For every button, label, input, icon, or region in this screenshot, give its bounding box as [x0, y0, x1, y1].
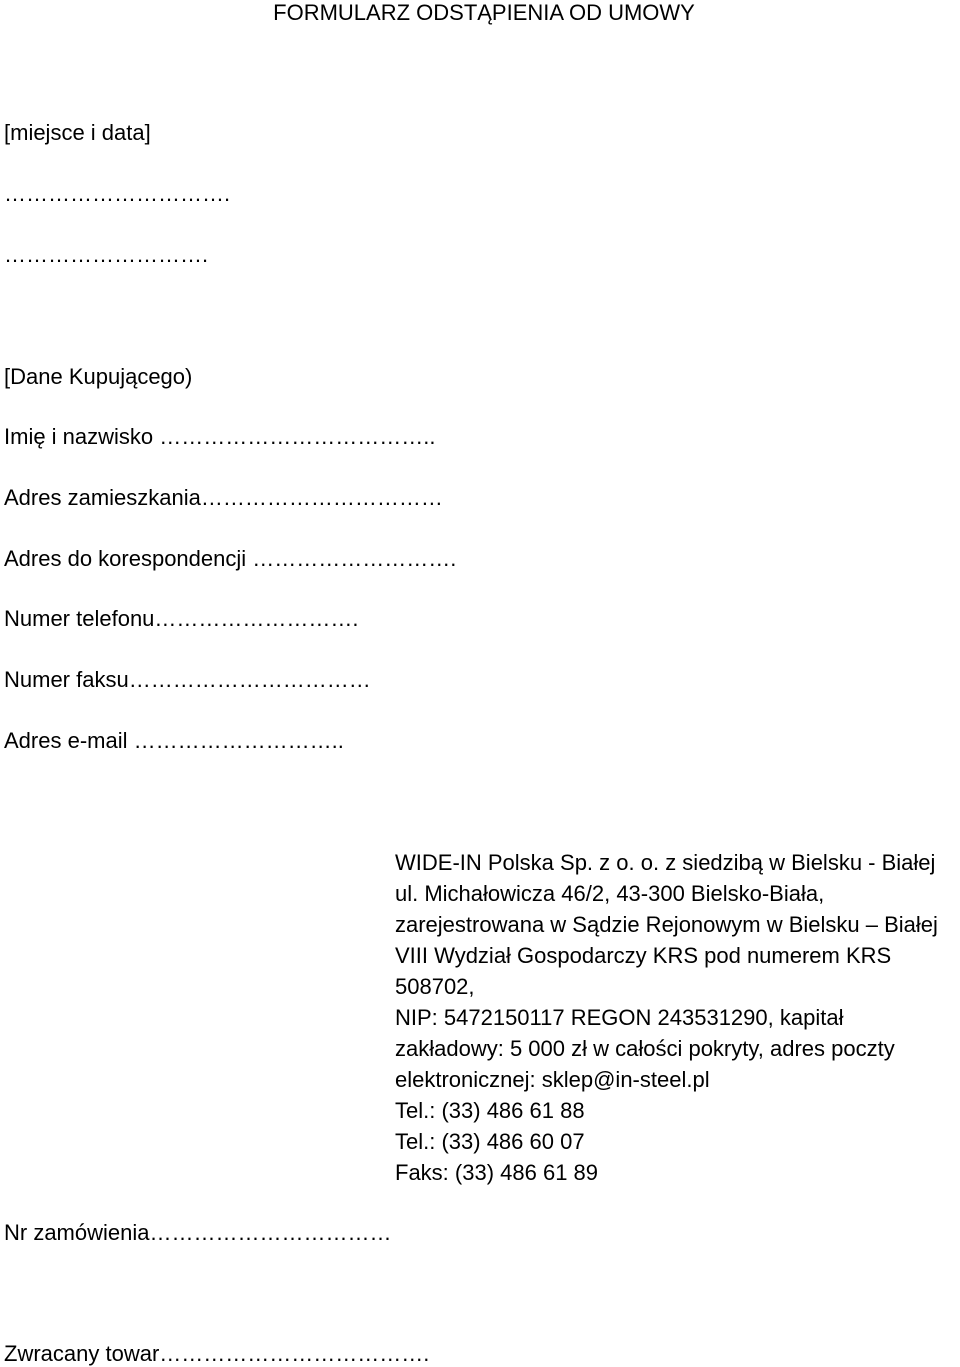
buyer-email-field[interactable]: Adres e-mail ………………………..	[4, 728, 344, 753]
buyer-phone-field[interactable]: Numer telefonu……………………….	[4, 606, 359, 631]
place-date-line-2[interactable]: ……………………….	[4, 242, 209, 267]
company-line: VIII Wydział Gospodarczy KRS pod numerem KRS	[395, 943, 892, 968]
company-email-line: elektronicznej: sklep@in-steel.pl	[395, 1067, 710, 1092]
order-number-field[interactable]: Nr zamówienia……………………………	[4, 1220, 392, 1245]
place-date-line-1[interactable]: ………………………….	[4, 181, 231, 206]
company-line: zakładowy: 5 000 zł w całości pokryty, adres poczty	[395, 1036, 895, 1061]
buyer-fax-field[interactable]: Numer faksu……………………………	[4, 667, 371, 692]
buyer-address-field[interactable]: Adres zamieszkania……………………………	[4, 485, 443, 510]
buyer-data-heading: [Dane Kupującego)	[4, 364, 193, 389]
company-fax-line: Faks: (33) 486 61 89	[395, 1160, 599, 1185]
company-details-block	[395, 847, 957, 1188]
company-phone-line: Tel.: (33) 486 60 07	[395, 1129, 585, 1154]
form-title: FORMULARZ ODSTĄPIENIA OD UMOWY	[273, 0, 695, 25]
company-line: ul. Michałowicza 46/2, 43-300 Bielsko-Biała,	[395, 881, 825, 906]
buyer-name-field[interactable]: Imię i nazwisko ………………………………..	[4, 424, 436, 449]
company-phone-line: Tel.: (33) 486 61 88	[395, 1098, 585, 1123]
company-line: 508702,	[395, 974, 475, 999]
company-line: WIDE-IN Polska Sp. z o. o. z siedzibą w Bielsku - Białej	[395, 850, 936, 875]
buyer-correspondence-address-field[interactable]: Adres do korespondencji ……………………….	[4, 546, 457, 571]
place-date-label: [miejsce i data]	[4, 120, 151, 145]
company-line: NIP: 5472150117 REGON 243531290, kapitał	[395, 1005, 844, 1030]
returned-goods-field[interactable]: Zwracany towar……………………………….	[4, 1341, 430, 1366]
company-line: zarejestrowana w Sądzie Rejonowym w Bielsku – Białej	[395, 912, 938, 937]
